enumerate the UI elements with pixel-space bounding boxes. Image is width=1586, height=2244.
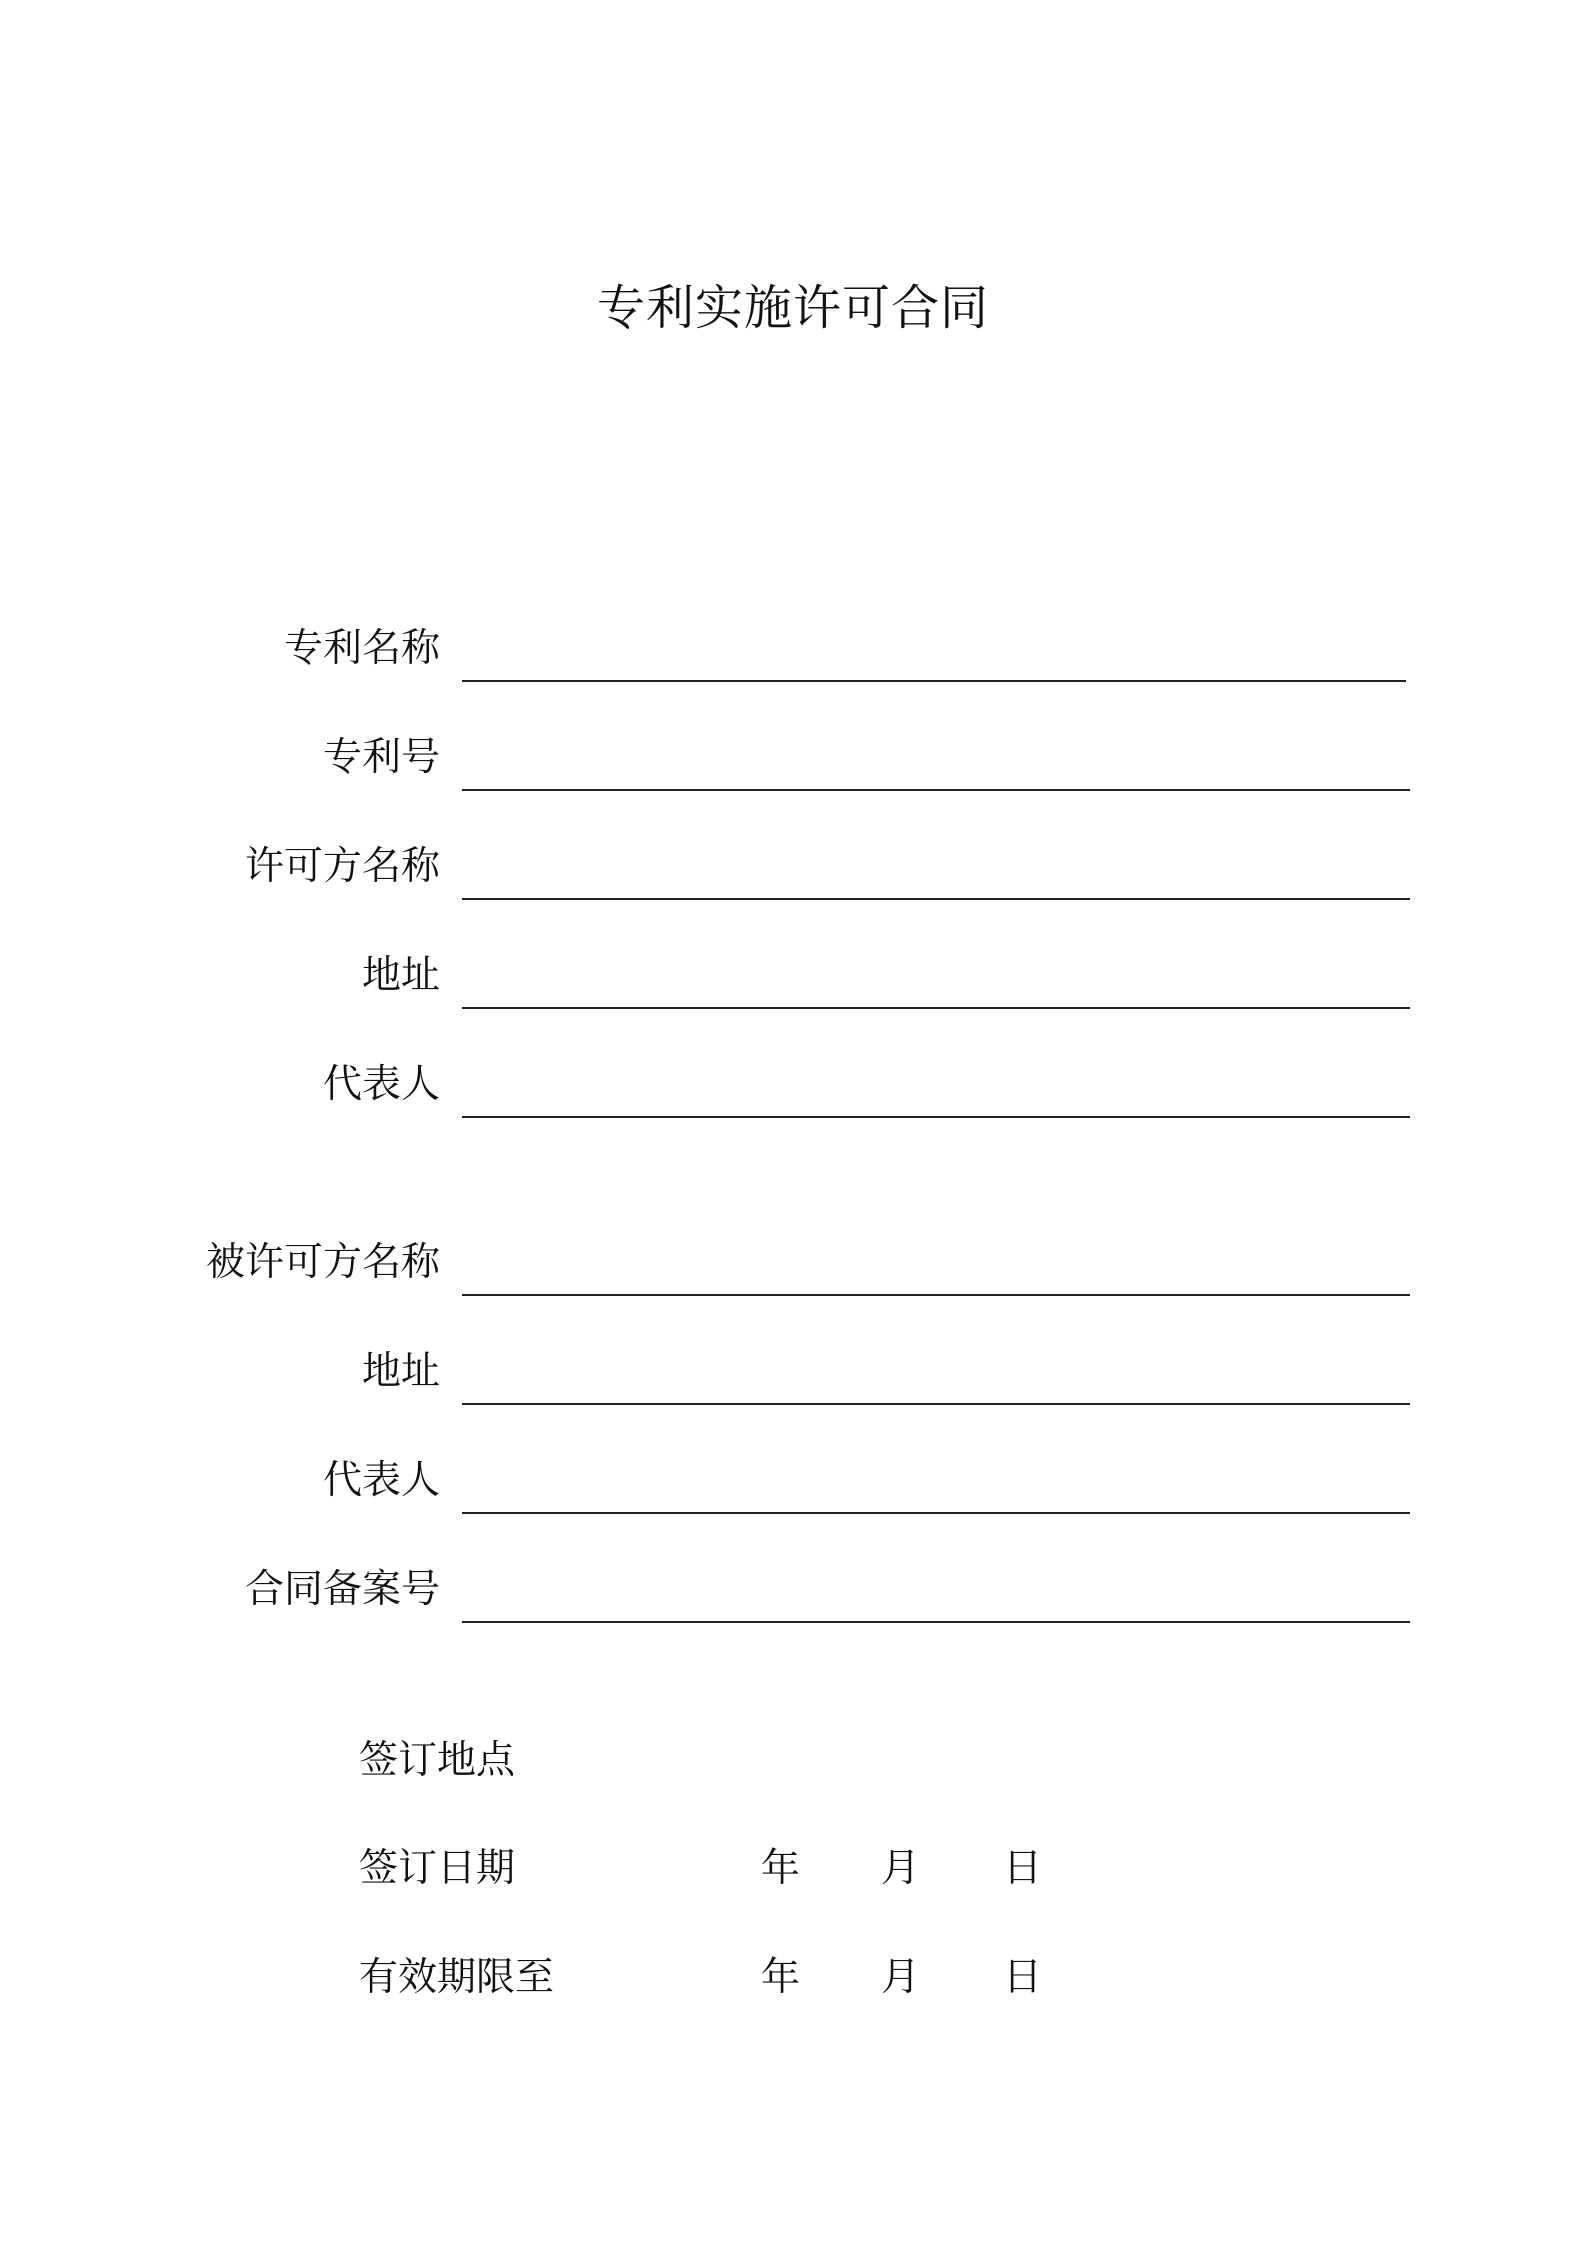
patent-number-field	[0, 722, 1586, 782]
signing-date-row	[0, 1845, 1586, 1895]
patent-name-field	[0, 613, 1586, 673]
signing-date-year-unit: 年	[761, 1846, 801, 1891]
licensor-name-blank-line[interactable]	[462, 898, 1410, 900]
contract-filing-number-blank-line[interactable]	[462, 1621, 1410, 1623]
contract-filing-number-field	[0, 1554, 1586, 1614]
patent-name-label: 专利名称	[283, 626, 440, 671]
signing-date-day-unit: 日	[1003, 1846, 1043, 1891]
licensor-name-field	[0, 831, 1586, 891]
licensee-representative-field	[0, 1445, 1586, 1505]
signing-place-label: 签订地点	[359, 1738, 516, 1783]
patent-name-blank-line[interactable]	[462, 680, 1406, 682]
patent-number-label: 专利号	[322, 735, 440, 780]
valid-until-day-unit: 日	[1003, 1955, 1043, 2000]
licensor-address-field	[0, 940, 1586, 1000]
valid-until-year-unit: 年	[761, 1955, 801, 2000]
valid-until-label: 有效期限至	[359, 1955, 555, 2000]
licensee-address-blank-line[interactable]	[462, 1403, 1410, 1405]
licensee-address-label: 地址	[361, 1349, 440, 1394]
licensor-address-blank-line[interactable]	[462, 1007, 1410, 1009]
licensor-representative-label: 代表人	[322, 1062, 440, 1107]
signing-place-row	[0, 1737, 1586, 1787]
valid-until-month-unit: 月	[881, 1955, 921, 2000]
licensee-address-field	[0, 1336, 1586, 1396]
signing-date-month-unit: 月	[881, 1846, 921, 1891]
document-title: 专利实施许可合同	[596, 280, 989, 336]
licensee-name-blank-line[interactable]	[462, 1294, 1410, 1296]
licensee-name-label: 被许可方名称	[205, 1240, 440, 1285]
licensor-representative-blank-line[interactable]	[462, 1116, 1410, 1118]
contract-filing-number-label: 合同备案号	[244, 1567, 440, 1612]
signing-date-label: 签订日期	[359, 1846, 516, 1891]
licensor-representative-field	[0, 1049, 1586, 1109]
licensor-name-label: 许可方名称	[244, 844, 440, 889]
licensee-representative-label: 代表人	[322, 1458, 440, 1503]
licensee-representative-blank-line[interactable]	[462, 1512, 1410, 1514]
patent-number-blank-line[interactable]	[462, 789, 1410, 791]
valid-until-row	[0, 1954, 1586, 2004]
licensor-address-label: 地址	[361, 953, 440, 998]
licensee-name-field	[0, 1227, 1586, 1287]
